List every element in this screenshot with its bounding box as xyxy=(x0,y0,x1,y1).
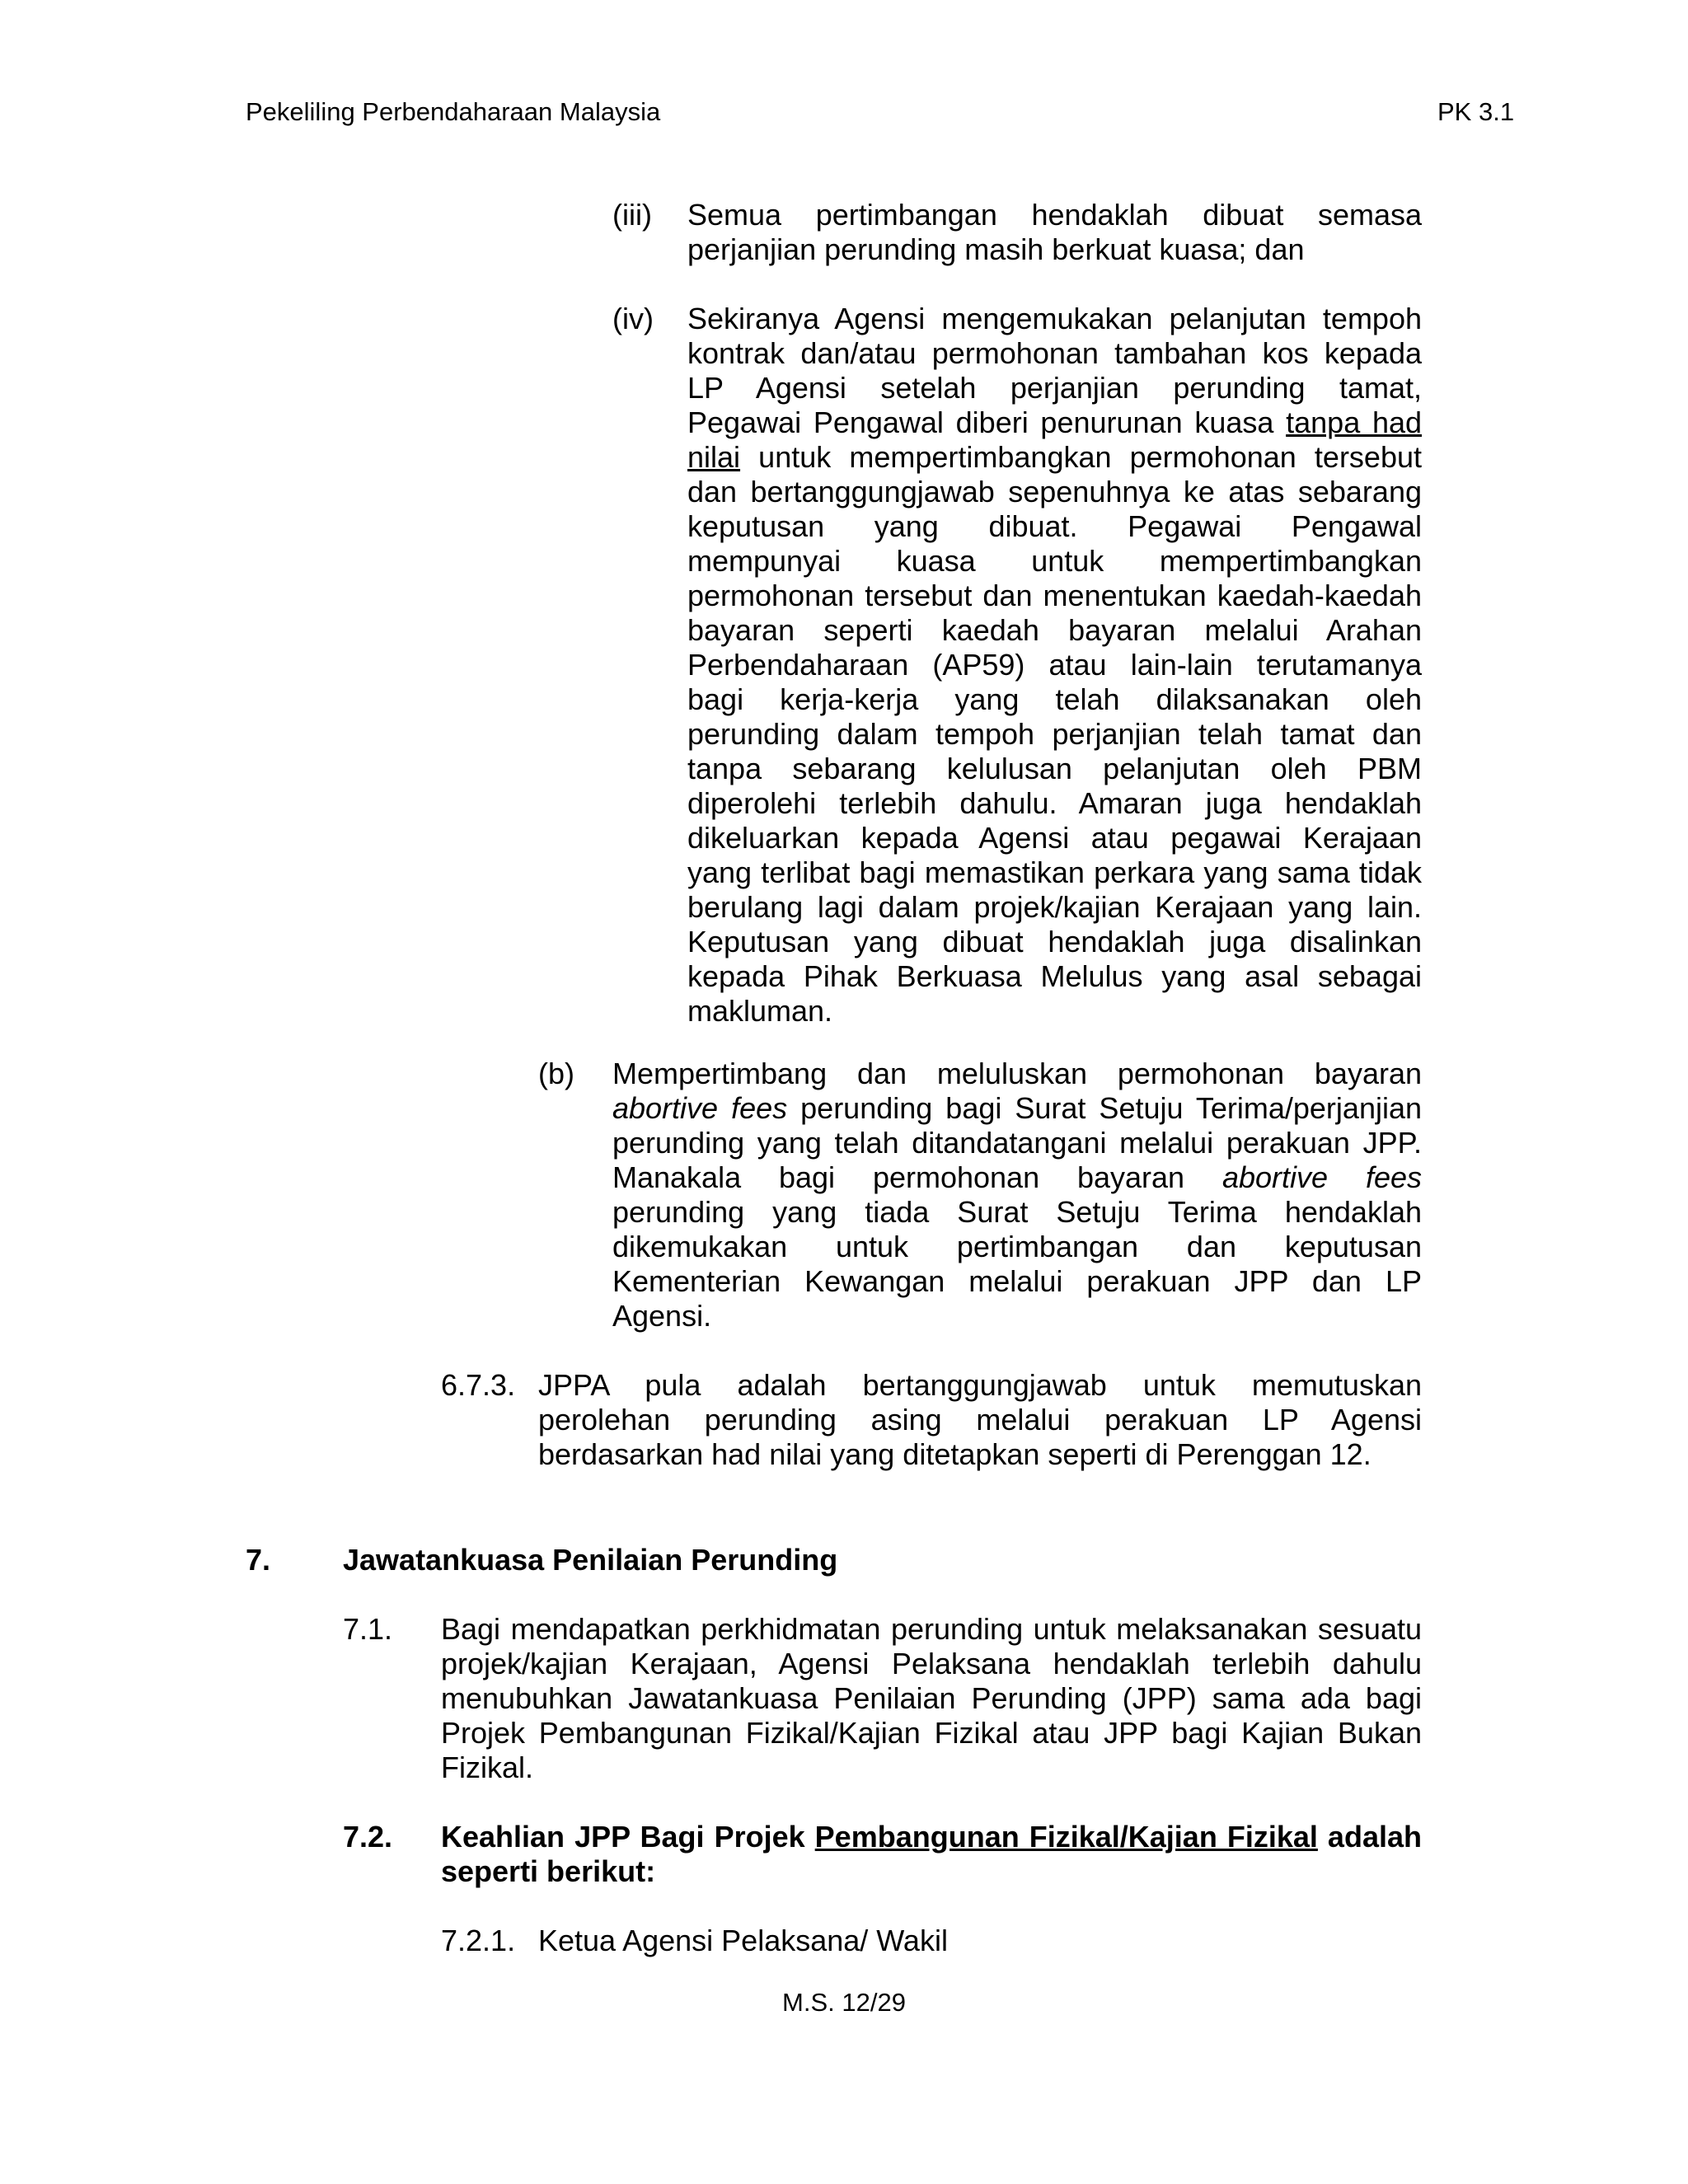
item-71-number: 7.1. xyxy=(343,1612,393,1646)
item-iv-number: (iv) xyxy=(612,302,654,335)
item-673-text xyxy=(538,1368,1422,1472)
text-span: perunding bagi Surat Setuju Terima/perjanjian xyxy=(787,1091,1423,1125)
text-line: perunding yang telah ditandatangani melalui perakuan JPP. xyxy=(612,1126,1422,1160)
item-72-heading xyxy=(441,1820,1422,1889)
text-line: yang terlibat bagi memastikan perkara yang sama tidak xyxy=(687,855,1422,889)
text-span: adalah xyxy=(1317,1820,1422,1854)
item-72-number: 7.2. xyxy=(343,1820,393,1854)
text-line: permohonan tersebut dan menentukan kaedah-kaedah xyxy=(687,579,1422,612)
page-number: M.S. 12/29 xyxy=(782,1988,906,2017)
text-line: Fizikal. xyxy=(441,1750,534,1784)
underlined-text: Pembangunan Fizikal/Kajian Fizikal xyxy=(814,1820,1318,1854)
item-721-number: 7.2.1. xyxy=(441,1924,516,1957)
item-b-number: (b) xyxy=(538,1057,574,1090)
text-line: Sekiranya Agensi mengemukakan pelanjutan tempoh xyxy=(687,302,1422,335)
text-line: Agensi. xyxy=(612,1299,712,1333)
text-line xyxy=(687,405,1422,440)
italic-text: abortive fees xyxy=(612,1091,788,1125)
text-line: menubuhkan Jawatankuasa Penilaian Perunding (JPP) sama ada bagi xyxy=(441,1681,1422,1715)
italic-text: abortive fees xyxy=(1221,1160,1422,1194)
section-7-number: 7. xyxy=(246,1543,271,1577)
text-line: bagi kerja-kerja yang telah dilaksanakan oleh xyxy=(687,682,1422,716)
text-line: berulang lagi dalam projek/kajian Kerajaan yang lain. xyxy=(687,890,1422,924)
text-line: Mempertimbang dan meluluskan permohonan bayaran xyxy=(612,1057,1422,1090)
text-line: seperti berikut: xyxy=(441,1854,656,1888)
text-line: Semua pertimbangan hendaklah dibuat semasa xyxy=(687,198,1422,232)
document-code: PK 3.1 xyxy=(1437,97,1515,126)
document-header-title: Pekeliling Perbendaharaan Malaysia xyxy=(246,97,661,126)
text-span: Pegawai Pengawal diberi penurunan kuasa xyxy=(687,405,1287,439)
section-7-title: Jawatankuasa Penilaian Perunding xyxy=(343,1543,838,1577)
text-line: mempunyai kuasa untuk mempertimbangkan xyxy=(687,544,1422,578)
text-line: makluman. xyxy=(687,994,833,1028)
text-line: perunding yang tiada Surat Setuju Terima hendaklah xyxy=(612,1195,1422,1229)
text-line: dikeluarkan kepada Agensi atau pegawai Kerajaan xyxy=(687,821,1422,855)
text-line xyxy=(441,1820,1422,1854)
underlined-text: nilai xyxy=(687,440,741,474)
item-iv-text xyxy=(687,302,1422,1029)
text-line: JPPA pula adalah bertanggungjawab untuk memutuskan xyxy=(538,1368,1422,1402)
text-line: bayaran seperti kaedah bayaran melalui Arahan xyxy=(687,613,1422,647)
text-line: dikemukakan untuk pertimbangan dan keputusan xyxy=(612,1230,1422,1263)
text-span: untuk mempertimbangkan permohonan tersebut xyxy=(740,440,1422,474)
text-line: Projek Pembangunan Fizikal/Kajian Fizikal atau JPP bagi Kajian Bukan xyxy=(441,1716,1422,1750)
text-line: dan bertanggungjawab sepenuhnya ke atas sebarang xyxy=(687,475,1422,509)
item-721-text: Ketua Agensi Pelaksana/ Wakil xyxy=(538,1924,948,1957)
text-line: projek/kajian Kerajaan, Agensi Pelaksana hendaklah terlebih dahulu xyxy=(441,1647,1422,1680)
text-line: diperolehi terlebih dahulu. Amaran juga hendaklah xyxy=(687,786,1422,820)
item-71-text xyxy=(441,1612,1422,1785)
text-line: Kementerian Kewangan melalui perakuan JPP dan LP xyxy=(612,1264,1422,1298)
text-line xyxy=(612,1091,1422,1126)
text-line: Perbendaharaan (AP59) atau lain-lain terutamanya xyxy=(687,648,1422,682)
text-line: tanpa sebarang kelulusan pelanjutan oleh PBM xyxy=(687,752,1422,785)
text-line: perolehan perunding asing melalui perakuan LP Agensi xyxy=(538,1403,1422,1436)
text-line: kepada Pihak Berkuasa Melulus yang asal sebagai xyxy=(687,959,1422,993)
item-b-text xyxy=(612,1057,1422,1333)
text-line: keputusan yang dibuat. Pegawai Pengawal xyxy=(687,509,1422,543)
underlined-text: tanpa had xyxy=(1286,405,1423,439)
text-line: Bagi mendapatkan perkhidmatan perunding untuk melaksanakan sesuatu xyxy=(441,1612,1422,1646)
text-line: perunding dalam tempoh perjanjian telah tamat dan xyxy=(687,717,1422,751)
text-span: Manakala bagi permohonan bayaran xyxy=(612,1160,1222,1194)
text-line: kontrak dan/atau permohonan tambahan kos kepada xyxy=(687,336,1422,370)
text-line xyxy=(687,440,1422,475)
text-line: berdasarkan had nilai yang ditetapkan seperti di Perenggan 12. xyxy=(538,1437,1372,1471)
text-span: Keahlian JPP Bagi Projek xyxy=(441,1820,815,1854)
item-673-number: 6.7.3. xyxy=(441,1368,516,1402)
item-iii-number: (iii) xyxy=(612,198,652,232)
item-iii-text xyxy=(687,198,1422,267)
text-line: Keputusan yang dibuat hendaklah juga disalinkan xyxy=(687,925,1422,958)
text-line: perjanjian perunding masih berkuat kuasa; dan xyxy=(687,232,1305,266)
text-line: LP Agensi setelah perjanjian perunding tamat, xyxy=(687,371,1422,405)
text-line xyxy=(612,1160,1422,1195)
